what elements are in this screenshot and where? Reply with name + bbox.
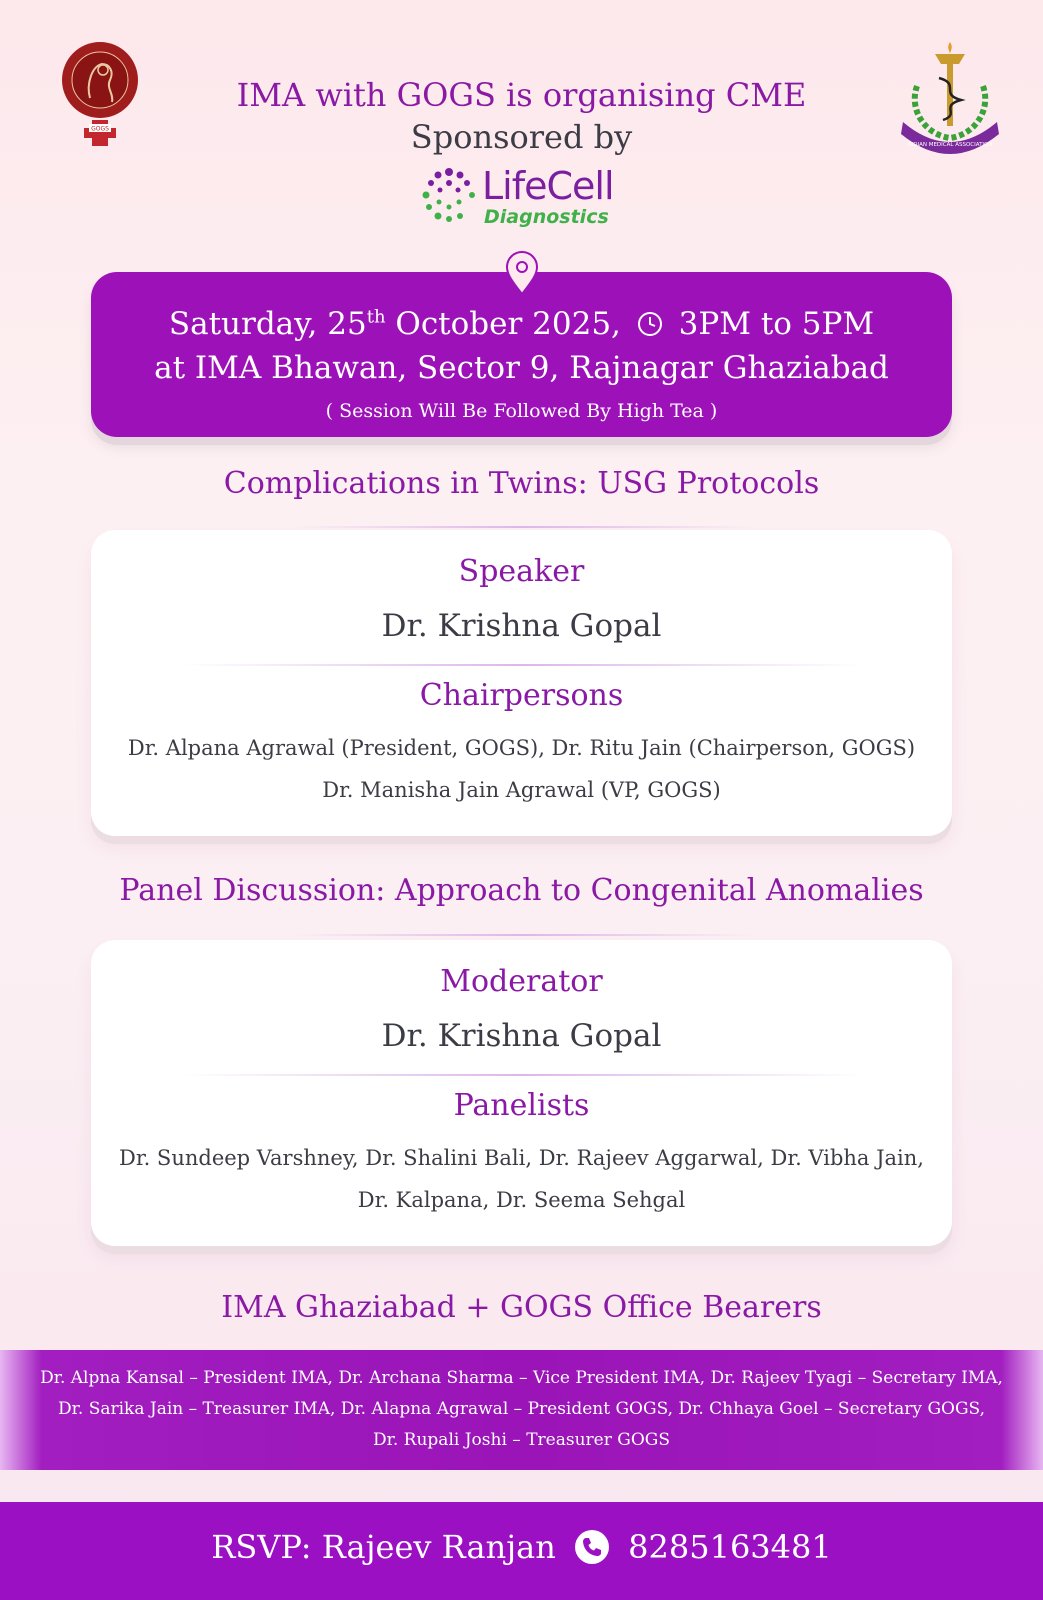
chairpersons-line2: Dr. Manisha Jain Agrawal (VP, GOGS) xyxy=(322,778,721,802)
rsvp-label: RSVP: Rajeev Ranjan xyxy=(211,1528,556,1566)
speaker-name: Dr. Krishna Gopal xyxy=(381,608,662,644)
panelists-label: Panelists xyxy=(453,1088,590,1123)
sponsor-subtitle: Diagnostics xyxy=(484,206,609,228)
clock-icon xyxy=(637,311,663,337)
event-note: ( Session Will Be Followed By High Tea ) xyxy=(325,400,718,422)
chairpersons-label: Chairpersons xyxy=(419,678,624,713)
gogs-logo-text: GOGS xyxy=(91,125,109,133)
bearers-line3: Dr. Rupali Joshi – Treasurer GOGS xyxy=(372,1430,670,1450)
bearers-line1: Dr. Alpna Kansal – President IMA, Dr. Archana Sharma – Vice President IMA, Dr. Rajeev Tyagi – Secretary IMA, xyxy=(40,1368,1003,1388)
session2-title: Panel Discussion: Approach to Congenital Anomalies xyxy=(119,873,924,908)
phone-icon xyxy=(574,1529,610,1565)
event-date-suffix-sup: th xyxy=(366,306,386,328)
sponsor-name: LifeCell xyxy=(482,164,614,208)
chairpersons-line1: Dr. Alpana Agrawal (President, GOGS), Dr. Ritu Jain (Chairperson, GOGS) xyxy=(127,736,916,760)
session1-title: Complications in Twins: USG Protocols xyxy=(223,466,820,501)
ima-logo-text: INDIAN MEDICAL ASSOCIATION xyxy=(907,142,993,148)
lifecell-dots-icon xyxy=(418,166,480,224)
session2-divider xyxy=(180,1074,863,1076)
location-pin-icon xyxy=(503,250,541,296)
speaker-label: Speaker xyxy=(458,554,585,589)
moderator-name: Dr. Krishna Gopal xyxy=(381,1018,662,1054)
event-date-prefix: Saturday, 25 xyxy=(168,306,367,342)
session2-title-divider xyxy=(290,934,755,936)
rsvp-contact xyxy=(0,1528,1043,1566)
rsvp-phone[interactable]: 8285163481 xyxy=(628,1528,832,1566)
sponsored-by-label: Sponsored by xyxy=(410,118,633,156)
event-venue: at IMA Bhawan, Sector 9, Rajnagar Ghaziabad xyxy=(154,350,889,386)
session1-title-divider xyxy=(290,526,755,528)
header-title: IMA with GOGS is organising CME xyxy=(236,76,807,114)
panelists-line1: Dr. Sundeep Varshney, Dr. Shalini Bali, Dr. Rajeev Aggarwal, Dr. Vibha Jain, xyxy=(119,1146,924,1170)
session1-divider xyxy=(180,664,863,666)
event-time: 3PM to 5PM xyxy=(678,306,875,342)
bearers-title: IMA Ghaziabad + GOGS Office Bearers xyxy=(221,1290,822,1325)
panelists-line2: Dr. Kalpana, Dr. Seema Sehgal xyxy=(357,1188,686,1212)
event-date-suffix: October 2025, xyxy=(385,306,621,342)
moderator-label: Moderator xyxy=(440,964,603,999)
event-date-time xyxy=(0,306,1043,342)
bearers-line2: Dr. Sarika Jain – Treasurer IMA, Dr. Alapna Agrawal – President GOGS, Dr. Chhaya Goel – Secretary GOGS, xyxy=(58,1399,985,1419)
